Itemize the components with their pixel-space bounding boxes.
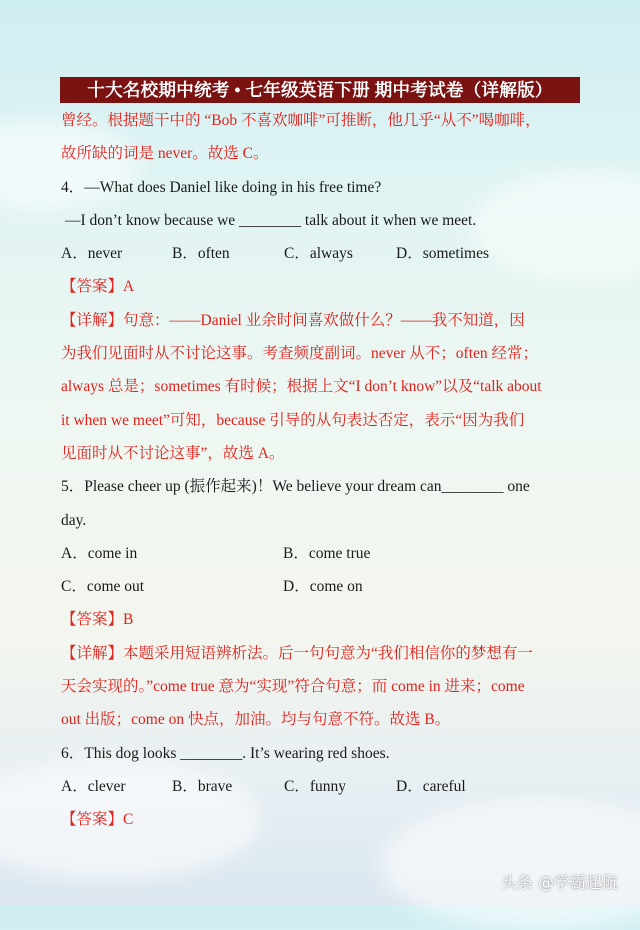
- explanation-line: 天会实现的。”come true 意为“实现”符合句意；而 come in 进来；come: [61, 678, 525, 696]
- question-4-answer: 【答案】A: [61, 278, 135, 296]
- question-5-options-row1: [61, 537, 581, 570]
- option-c: C．funny: [284, 777, 347, 795]
- explanation-line: 曾经。根据题干中的 “Bob 不喜欢咖啡”可推断，他几乎“从不”喝咖啡，: [61, 112, 541, 129]
- question-5-stem-line2: day.: [61, 511, 87, 529]
- question-5-options-row2: [61, 570, 581, 603]
- question-4-stem-line2: —I don’t know because we ________ talk about it when we meet.: [65, 211, 477, 229]
- option-b: B．come true: [283, 544, 371, 562]
- explanation-line: 【详解】句意：——Daniel 业余时间喜欢做什么？——我不知道，因: [61, 311, 525, 329]
- option-d: D．sometimes: [396, 245, 489, 263]
- explanation-line: always 总是；sometimes 有时候；根据上文“I don’t know”以及“talk about: [61, 378, 542, 396]
- option-b: B．brave: [172, 777, 233, 795]
- option-d: D．careful: [396, 777, 466, 795]
- option-b: B．often: [172, 245, 230, 263]
- option-a: A．never: [61, 245, 123, 263]
- explanation-line: 【详解】本题采用短语辨析法。后一句句意为“我们相信你的梦想有一: [61, 644, 533, 662]
- page-title-banner: 十大名校期中统考 • 七年级英语下册 期中考试卷（详解版）: [60, 77, 580, 103]
- option-d: D．come on: [283, 578, 363, 596]
- watermark: 头条 @学霸起航: [500, 873, 618, 892]
- question-5-stem: 5．Please cheer up (振作起来)！We believe your dream can________ one: [61, 478, 530, 496]
- explanation-line: 见面时从不讨论这事”，故选 A。: [61, 444, 285, 462]
- option-a: A．come in: [61, 544, 138, 562]
- question-6-stem: 6．This dog looks ________. It’s wearing red shoes.: [61, 744, 390, 762]
- explanation-line: 为我们见面时从不讨论这事。考查频度副词。never 从不；often 经常；: [61, 345, 539, 363]
- question-6-options: [61, 770, 581, 803]
- question-5-answer: 【答案】B: [61, 611, 134, 629]
- explanation-line: out 出版；come on 快点，加油。均与句意不符。故选 B。: [61, 711, 451, 729]
- option-c: C．always: [284, 245, 353, 263]
- question-6-answer: 【答案】C: [61, 811, 134, 829]
- option-c: C．come out: [61, 578, 145, 596]
- document-body: [61, 104, 581, 837]
- option-a: A．clever: [61, 777, 126, 795]
- question-4-stem: 4．—What does Daniel like doing in his free time?: [61, 178, 382, 196]
- question-4-options: [61, 237, 581, 270]
- explanation-line: it when we meet”可知，because 引导的从句表达否定，表示“因为我们: [61, 411, 525, 429]
- explanation-line: 故所缺的词是 never。故选 C。: [61, 145, 269, 163]
